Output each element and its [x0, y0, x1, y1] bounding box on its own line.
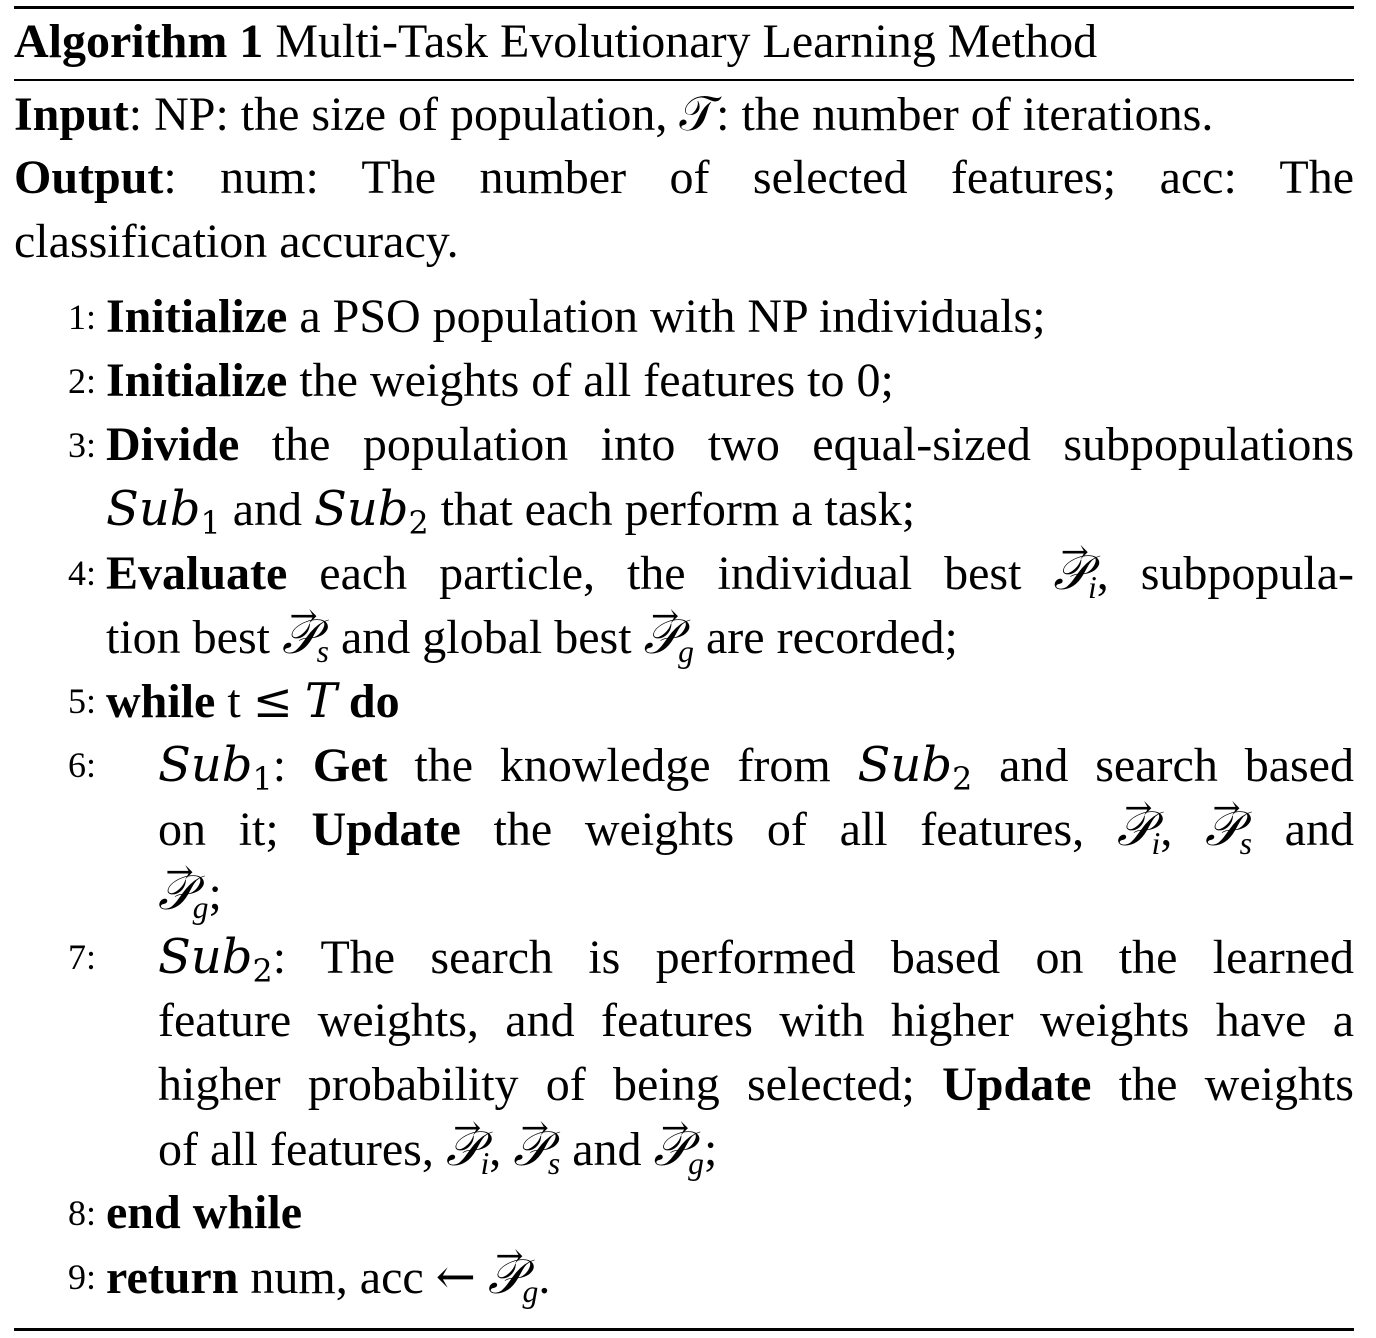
step-text: .	[538, 1251, 551, 1304]
sub-text: Sub	[106, 481, 201, 537]
step-2	[106, 349, 1354, 413]
step-text: and	[560, 1123, 654, 1176]
keyword: Update	[942, 1058, 1092, 1111]
t-symbol: T	[304, 673, 337, 729]
output-text-2: classification accuracy.	[14, 215, 459, 268]
p-vector	[282, 605, 317, 669]
input-line	[14, 82, 1354, 146]
subscript: 2	[252, 953, 273, 990]
step-6-cont-2	[158, 861, 1354, 925]
step-text: of all features,	[158, 1123, 446, 1176]
step-text: each particle, the individual best	[287, 547, 1054, 600]
step-7-cont-2	[158, 1053, 1354, 1117]
p-vector	[158, 861, 193, 925]
sub-1-symbol	[106, 481, 221, 542]
line-number-1: 1:	[67, 297, 96, 337]
step-text: :	[272, 739, 313, 792]
p-symbol: 𝒫	[513, 1121, 548, 1177]
step-text: that each perform a task;	[428, 483, 916, 536]
p-vector	[488, 1245, 523, 1309]
p-vector	[446, 1117, 481, 1181]
step-6-cont: on it; Update the weights of all features, → 𝒫$_i$, → 𝒫$_s$ and	[158, 797, 1354, 861]
subscript: 2	[952, 761, 973, 798]
keyword: Initialize	[106, 290, 288, 343]
output-line	[14, 146, 1354, 210]
p-symbol: 𝒫	[1053, 545, 1088, 601]
step-text: are recorded;	[694, 611, 958, 664]
step-text: higher probability of being selected;	[158, 1058, 943, 1111]
step-text: feature weights, and features with higher weights have a	[158, 994, 1354, 1047]
subscript: 1	[252, 761, 273, 798]
subscript: g	[522, 1273, 539, 1309]
output-label: Output	[14, 151, 164, 204]
keyword: return	[106, 1251, 239, 1304]
step-text: the weights	[1091, 1058, 1354, 1111]
p-symbol: 𝒫	[158, 865, 193, 921]
leq-symbol: ≤	[252, 673, 293, 729]
p-vector	[513, 1117, 548, 1181]
sub-2-symbol	[314, 481, 429, 542]
line-number-5: 5:	[67, 681, 96, 721]
subscript: i	[1151, 825, 1161, 861]
step-4-cont	[106, 605, 1354, 669]
line-number-7: 7:	[67, 937, 96, 977]
step-text: the weights of all features to 0;	[287, 354, 894, 407]
step-6	[158, 733, 1354, 797]
header-rule	[14, 79, 1354, 81]
keyword: do	[348, 675, 400, 728]
p-symbol: 𝒫	[1116, 801, 1152, 857]
sub-text: Sub	[857, 737, 953, 793]
iterations-symbol: 𝒯	[679, 86, 717, 142]
output-text: : num: The number of selected features; acc: The	[163, 151, 1354, 204]
subscript: 1	[200, 505, 221, 542]
p-symbol: 𝒫	[282, 609, 317, 665]
line-number-9: 9:	[67, 1257, 96, 1297]
step-text: and	[220, 483, 314, 536]
subscript: s	[316, 633, 329, 669]
step-5	[106, 669, 1354, 733]
p-vector	[1117, 797, 1152, 861]
step-text: the population into two equal-sized subpopulations	[239, 418, 1354, 471]
step-text: on it;	[158, 803, 312, 856]
step-text: ;	[208, 867, 222, 920]
subscript: i	[480, 1145, 490, 1181]
step-text: tion best	[106, 611, 282, 664]
sub-1-symbol	[158, 737, 273, 798]
step-text: the knowledge from	[387, 739, 858, 792]
algorithm-caption	[14, 10, 1344, 74]
step-text: and global best	[328, 611, 644, 664]
step-text: , subpopula-	[1096, 547, 1354, 600]
step-3-cont	[106, 477, 1354, 541]
keyword: end while	[106, 1186, 303, 1239]
step-8	[106, 1181, 1354, 1245]
p-vector	[1053, 541, 1088, 605]
step-text: : The search is performed based on the learned	[272, 931, 1354, 984]
p-vector	[654, 1117, 689, 1181]
sub-2-symbol	[158, 929, 273, 990]
subscript: s	[1239, 825, 1252, 861]
algorithm-title: Multi-Task Evolutionary Learning Method	[275, 15, 1098, 68]
top-rule	[14, 6, 1354, 9]
line-number-2: 2:	[67, 361, 96, 401]
output-line-2	[14, 210, 1354, 274]
step-text: and	[1251, 803, 1354, 856]
sub-text: Sub	[314, 481, 409, 537]
subscript: i	[1087, 569, 1097, 605]
left-arrow-symbol: ←	[435, 1249, 476, 1305]
keyword: Update	[311, 803, 461, 856]
algorithm-box	[14, 0, 1354, 1338]
step-7-cont-3: of all features, → 𝒫$_i$, → 𝒫$_s$ and → 𝒫$_g$;	[158, 1117, 1354, 1181]
keyword: Divide	[106, 418, 240, 471]
p-vector	[1205, 797, 1240, 861]
p-symbol: 𝒫	[487, 1249, 523, 1305]
keyword: Initialize	[106, 354, 288, 407]
subscript: s	[547, 1145, 561, 1181]
step-3	[106, 413, 1354, 477]
p-symbol: 𝒫	[643, 609, 679, 665]
algorithm-label: Algorithm 1	[14, 15, 264, 68]
step-7-cont	[158, 989, 1354, 1053]
subscript: g	[192, 889, 209, 925]
p-symbol: 𝒫	[1205, 801, 1240, 857]
input-text: : NP: the size of population,	[128, 88, 680, 141]
keyword: Get	[312, 739, 388, 792]
line-number-6: 6:	[67, 745, 96, 785]
step-text: the weights of all features,	[460, 803, 1117, 856]
keyword: while	[106, 675, 216, 728]
line-number-8: 8:	[67, 1193, 96, 1233]
step-1	[106, 285, 1354, 349]
bottom-rule	[14, 1328, 1354, 1331]
step-text: and search based	[972, 739, 1354, 792]
p-vector	[644, 605, 679, 669]
keyword: Evaluate	[106, 547, 288, 600]
step-text: t	[215, 675, 253, 728]
step-text: num, acc	[238, 1251, 436, 1304]
p-symbol: 𝒫	[653, 1121, 689, 1177]
step-text: a PSO population with NP individuals;	[287, 290, 1046, 343]
step-text: ;	[703, 1123, 718, 1176]
input-label: Input	[14, 88, 129, 141]
sub-2-symbol	[857, 737, 973, 798]
line-number-4: 4:	[67, 553, 96, 593]
subscript: g	[688, 1145, 704, 1181]
sub-text: Sub	[158, 929, 253, 985]
input-text-2: : the number of iterations.	[716, 88, 1214, 141]
subscript: g	[678, 633, 694, 669]
line-number-3: 3:	[67, 425, 96, 465]
step-9	[106, 1245, 1354, 1309]
sub-text: Sub	[158, 737, 253, 793]
step-7	[158, 925, 1354, 989]
subscript: 2	[408, 505, 429, 542]
p-symbol: 𝒫	[445, 1121, 481, 1177]
